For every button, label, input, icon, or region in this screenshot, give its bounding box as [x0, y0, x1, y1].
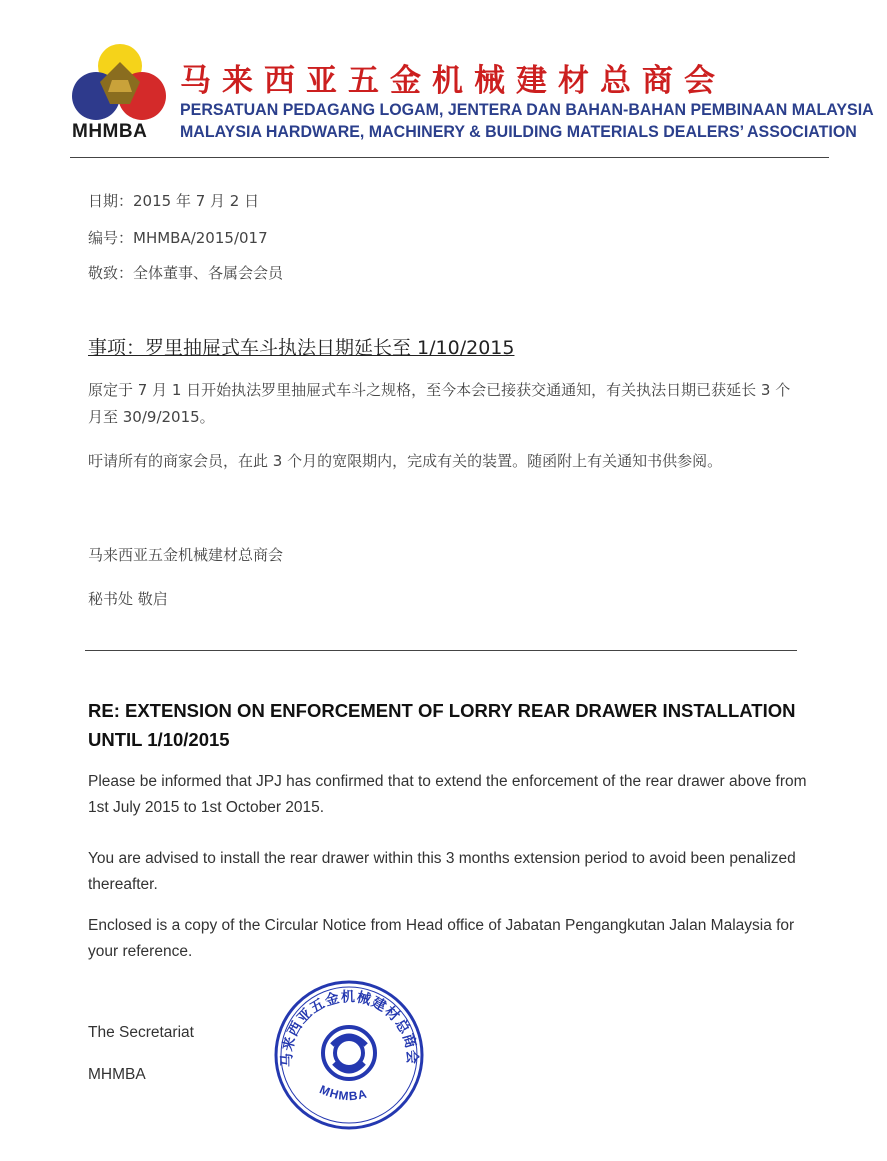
- chinese-subject: 事项：罗里抽屉式车斗执法日期延长至 1/10/2015: [88, 337, 515, 359]
- english-paragraph-2: You are advised to install the rear drawer within this 3 months extension period to avoid been penalized thereafter.: [88, 850, 796, 893]
- stamp-bottom-text: MHMBA: [317, 1082, 369, 1104]
- letter-recipients: 敬致：全体董事、各属会会员: [88, 264, 284, 282]
- english-paragraph-1: Please be informed that JPJ has confirmed that to extend the enforcement of the rear drawer above from 1st July 2015 to 1st October 2015.: [88, 773, 807, 816]
- english-subject: RE: EXTENSION ON ENFORCEMENT OF LORRY REAR DRAWER INSTALLATION UNTIL 1/10/2015: [88, 700, 796, 750]
- logo-text: MHMBA: [72, 121, 148, 142]
- malay-org-name: PERSATUAN PEDAGANG LOGAM, JENTERA DAN BAHAN-BAHAN PEMBINAAN MALAYSIA: [180, 100, 874, 119]
- chinese-paragraph-2: 吁请所有的商家会员，在此 3 个月的宽限期内，完成有关的装置。随函附上有关通知书供参阅。: [88, 452, 723, 470]
- english-org-name: MALAYSIA HARDWARE, MACHINERY & BUILDING MATERIALS DEALERS’ ASSOCIATION: [180, 122, 857, 141]
- chinese-sign-office: 秘书处 敬启: [88, 590, 168, 608]
- letter-reference: 编号：MHMBA/2015/017: [88, 229, 268, 247]
- header-divider: [70, 157, 829, 158]
- section-divider: [85, 650, 797, 651]
- chinese-org-name: 马来西亚五金机械建材总商会: [180, 63, 726, 99]
- english-paragraph-3: Enclosed is a copy of the Circular Notice from Head office of Jabatan Pengangkutan Jalan Malaysia for your reference.: [88, 917, 795, 960]
- stamp-ring-text: 马来西亚五金机械建材总商会: [279, 989, 420, 1068]
- association-stamp: [262, 975, 437, 1135]
- chinese-paragraph-1: 原定于 7 月 1 日开始执法罗里抽屉式车斗之规格，至今本会已接获交通通知，有关执法日期已获延长 3 个月至 30/9/2015。: [88, 381, 791, 426]
- stamp-emblem: [323, 1027, 375, 1079]
- english-sign-org: MHMBA: [88, 1066, 146, 1083]
- logo-emblem-inner: [108, 80, 132, 92]
- svg-text:MHMBA: [318, 1082, 369, 1103]
- letter-date: 日期：2015 年 7 月 2 日: [88, 192, 260, 210]
- chinese-sign-org: 马来西亚五金机械建材总商会: [88, 546, 284, 564]
- english-sign-secretariat: The Secretariat: [88, 1024, 194, 1041]
- stamp-inner-ring: [281, 987, 417, 1123]
